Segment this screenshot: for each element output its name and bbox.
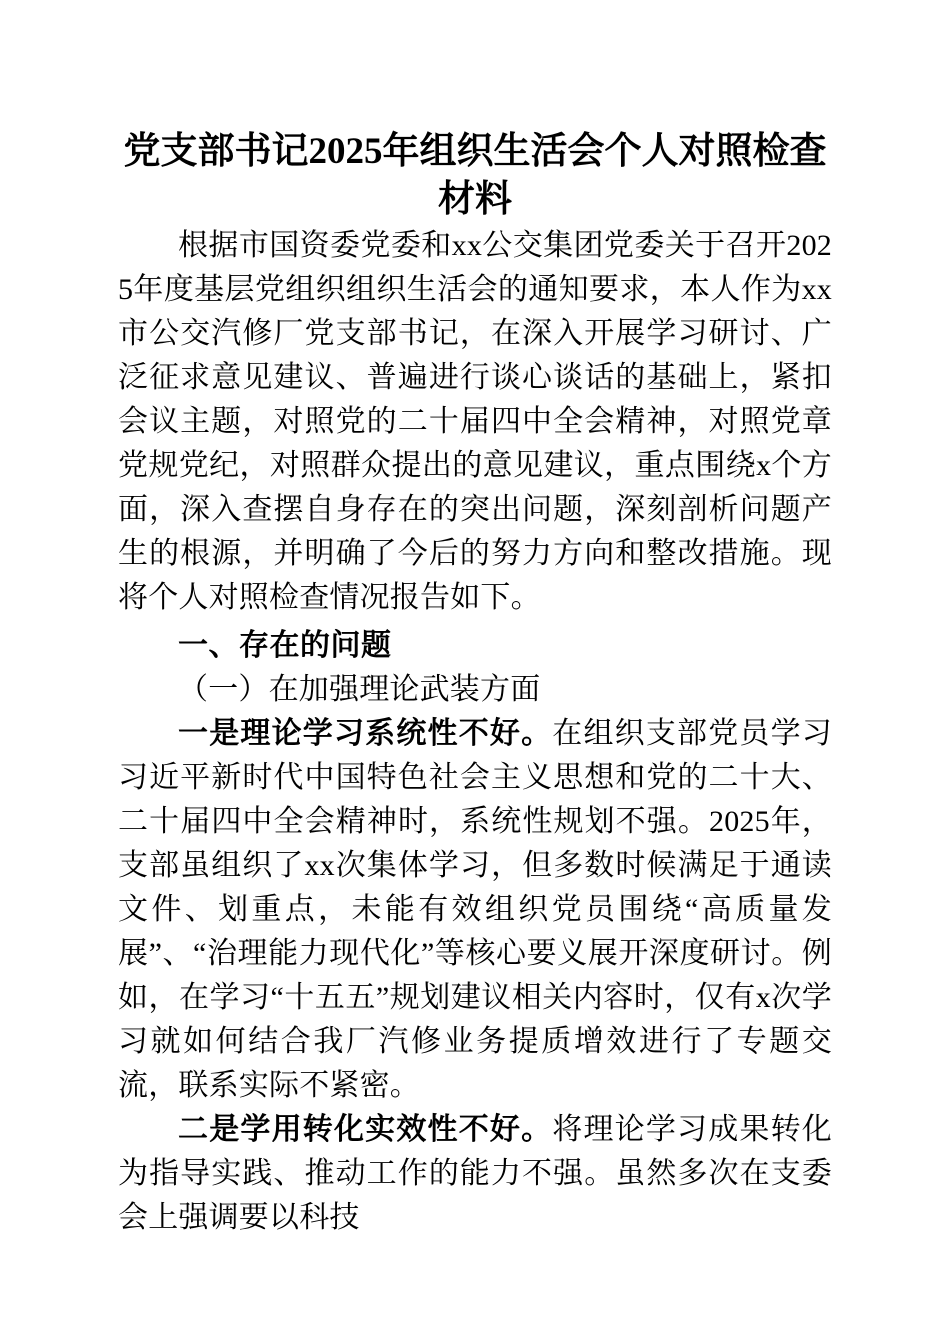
item-lead-1: 一是理论学习系统性不好。 [178, 717, 553, 750]
subsection-item-2 [118, 1108, 832, 1240]
item-body-1: 在组织支部党员学习习近平新时代中国特色社会主义思想和党的二十大、二十届四中全会精神时，系统性规划不强。2025年，支部虽组织了xx次集体学习，但多数时候满足于通读文件、划重点，未能有效组织党员围绕“高质量发展”、“治理能力现代化”等核心要义展开深度研讨。例如，在学习“十五五”规划建议相关内容时，仅有x次学习就如何结合我厂汽修业务提质增效进行了专题交流，联系实际不紧密。 [118, 717, 832, 1102]
document-content [118, 0, 832, 1240]
item-body-2: 将理论学习成果转化为指导实践、推动工作的能力不强。虽然多次在支委会上强调要以科技 [118, 1113, 832, 1234]
page-title: 党支部书记2025年组织生活会个人对照检查材料 [123, 131, 827, 220]
intro-paragraph: 根据市国资委党委和xx公交集团党委关于召开2025年度基层党组织组织生活会的通知要求，本人作为xx市公交汽修厂党支部书记，在深入开展学习研讨、广泛征求意见建议、普遍进行谈心谈话的基础上，紧扣会议主题，对照党的二十届四中全会精神，对照党章党规党纪，对照群众提出的意见建议，重点围绕x个方面，深入查摆自身存在的突出问题，深刻剖析问题产生的根源，并明确了今后的努力方向和整改措施。现将个人对照检查情况报告如下。 [118, 229, 832, 614]
item-lead-2: 二是学用转化实效性不好。 [178, 1113, 553, 1146]
subsection-item-1 [118, 712, 832, 1108]
section-heading-1: 一、存在的问题 [178, 629, 392, 662]
subsection-heading-1-1: （一）在加强理论武装方面 [178, 673, 541, 706]
